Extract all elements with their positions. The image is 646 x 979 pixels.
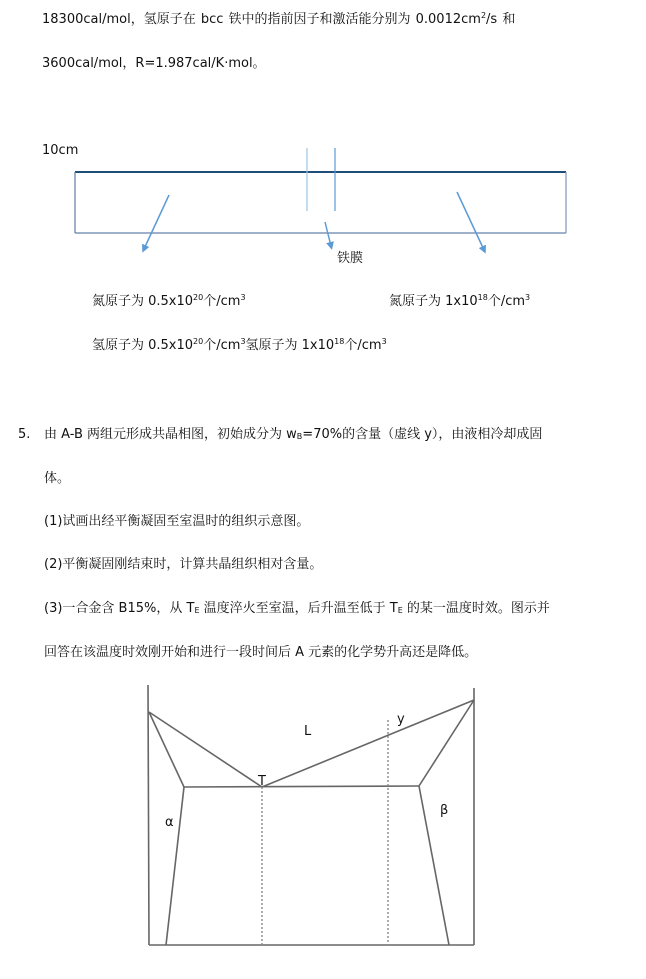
intro-line-1-tail: /s 和 bbox=[486, 12, 516, 27]
superscript: 3 bbox=[240, 337, 246, 346]
conc-unit: 个/cm bbox=[203, 294, 241, 309]
liquidus-right bbox=[262, 700, 474, 787]
conc-text: 氮原子为 1x10 bbox=[389, 294, 478, 309]
conc-text: 氢原子为 1x10 bbox=[245, 338, 335, 353]
subscript: B bbox=[296, 432, 303, 441]
q5-text-tail: =70%的含量（虚线 y），由液相冷却成固 bbox=[302, 427, 543, 442]
sub-question-2: (2)平衡凝固刚结束时，计算共晶组织相对含量。 bbox=[44, 557, 323, 572]
superscript: 18 bbox=[477, 293, 488, 302]
q3-text-mid: 温度淬火至室温，后升温至低于 T bbox=[199, 601, 398, 616]
solvus-alpha bbox=[166, 787, 184, 945]
q5-text: 由 A-B 两组元形成共晶相图，初始成分为 w bbox=[44, 427, 297, 442]
sub-question-1: (1)试画出经平衡凝固至室温时的组织示意图。 bbox=[44, 514, 310, 529]
question-5-line-2: 体。 bbox=[44, 471, 71, 486]
superscript: 3 bbox=[240, 293, 246, 302]
eutectic-line bbox=[184, 786, 419, 787]
superscript: 3 bbox=[381, 337, 387, 346]
intro-line-2: 3600cal/mol，R=1.987cal/K·mol。 bbox=[42, 56, 266, 71]
eutectic-point-label: T bbox=[258, 774, 266, 789]
composition-y-label: y bbox=[397, 712, 405, 727]
membrane-label: 铁膜 bbox=[337, 251, 364, 266]
beta-phase-label: β bbox=[440, 803, 449, 818]
left-axis bbox=[148, 685, 149, 945]
solidus-right bbox=[419, 700, 474, 786]
superscript: 20 bbox=[193, 337, 204, 346]
intro-line-1-text: 18300cal/mol，氢原子在 bcc 铁中的指前因子和激活能分别为 0.0012cm bbox=[42, 12, 481, 27]
conc-unit: 个/cm bbox=[344, 338, 382, 353]
conc-unit: 个/cm bbox=[203, 338, 241, 353]
subscript: E bbox=[194, 606, 200, 615]
superscript: 3 bbox=[525, 293, 531, 302]
length-label: 10cm bbox=[42, 143, 79, 158]
question-number: 5. bbox=[18, 427, 31, 442]
superscript: 2 bbox=[480, 11, 487, 20]
conc-text: 氢原子为 0.5x10 bbox=[92, 338, 194, 353]
superscript: 20 bbox=[193, 293, 204, 302]
liquid-label: L bbox=[304, 724, 312, 739]
alpha-phase-label: α bbox=[165, 815, 174, 830]
q3-text: (3)一合金含 B15%，从 T bbox=[44, 601, 195, 616]
conc-unit: 个/cm bbox=[487, 294, 526, 309]
sub-question-3-line-2: 回答在该温度时效刚开始和进行一段时间后 A 元素的化学势升高还是降低。 bbox=[44, 645, 478, 660]
conc-text: 氮原子为 0.5x10 bbox=[92, 294, 194, 309]
q3-text-tail: 的某一温度时效。图示并 bbox=[402, 601, 550, 616]
superscript: 18 bbox=[334, 337, 345, 346]
subscript: E bbox=[397, 606, 403, 615]
